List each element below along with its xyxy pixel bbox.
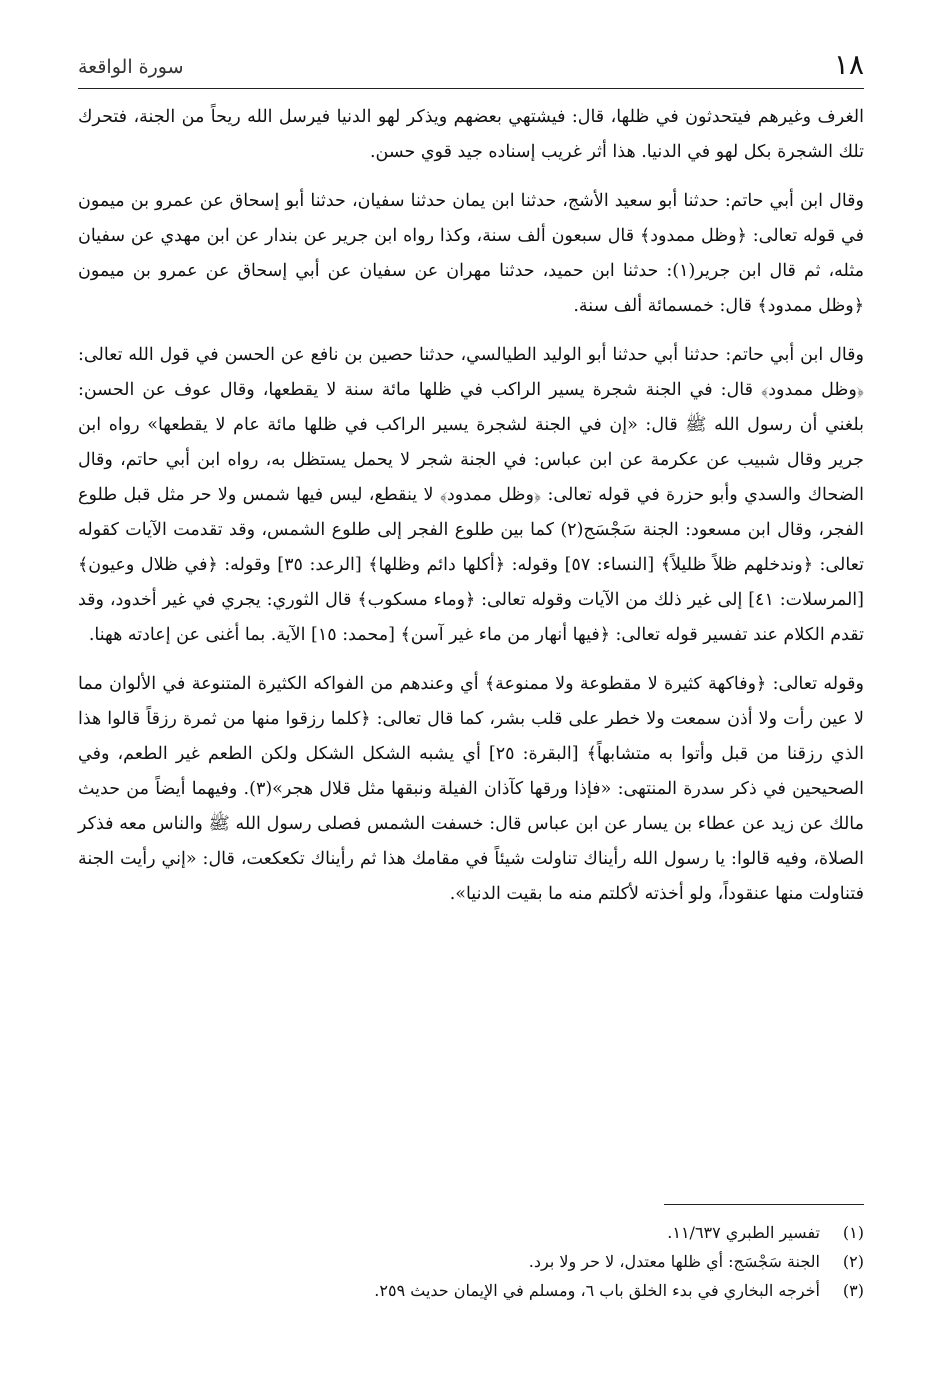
page-header <box>78 44 864 89</box>
footnote-number: (٣) <box>842 1281 864 1300</box>
footnote-number: (١) <box>842 1223 864 1242</box>
surah-title: سورة الواقعة <box>78 56 184 78</box>
footnote-text: تفسير الطبري ١١/٦٣٧. <box>667 1223 820 1242</box>
footnote <box>78 1218 864 1247</box>
footnotes <box>78 1218 864 1305</box>
footnote <box>78 1247 864 1276</box>
footnote-text: الجنة سَجْسَج: أي ظلها معتدل، لا حر ولا برد. <box>528 1252 820 1271</box>
main-text <box>78 100 864 926</box>
footnote <box>78 1276 864 1305</box>
paragraph: وقوله تعالى: ﴿وفاكهة كثيرة لا مقطوعة ولا ممنوعة﴾ أي وعندهم من الفواكه الكثيرة المتنوعة في الألوان مما لا عين رأت ولا أذن سمعت ولا خطر على قلب بشر، كما قال تعالى: ﴿كلما رزقوا منها من ثمرة رزقاً قالوا هذا الذي رزقنا من قبل وأتوا به متشابهاً﴾ [البقرة: ٢٥] أي يشبه الشكل الشكل ولكن الطعم غير الطعم، وفي الصحيحين في ذكر سدرة المنتهى: «فإذا ورقها كآذان الفيلة ونبقها مثل قلال هجر»(٣). وفيهما أيضاً من حديث مالك عن زيد عن عطاء بن يسار عن ابن عباس قال: خسفت الشمس فصلى رسول الله ﷺ والناس معه فذكر الصلاة، وفيه قالوا: يا رسول الله رأيناك تناولت شيئاً في مقامك هذا ثم رأيناك تكعكعت، قال: «إني رأيت الجنة فتناولت منها عنقوداً، ولو أخذته لأكلتم منه ما بقيت الدنيا». <box>78 674 864 904</box>
paragraph: الغرف وغيرهم فيتحدثون في ظلها، قال: فيشتهي بعضهم ويذكر لهو الدنيا فيرسل الله ريحاً من الجنة، فتحرك تلك الشجرة بكل لهو في الدنيا. هذا أثر غريب إسناده جيد قوي حسن. <box>78 107 864 162</box>
footnote-text: أخرجه البخاري في بدء الخلق باب ٦، ومسلم في الإيمان حديث ٢٥٩. <box>374 1281 820 1300</box>
footnote-divider <box>664 1204 864 1205</box>
paragraph: وقال ابن أبي حاتم: حدثنا أبو سعيد الأشج، حدثنا ابن يمان حدثنا سفيان، حدثنا أبو إسحاق عن عمرو بن ميمون في قوله تعالى: ﴿وظل ممدود﴾ قال سبعون ألف سنة، وكذا رواه ابن جرير عن بندار عن ابن مهدي عن سفيان مثله، ثم قال ابن جرير(١): حدثنا ابن حميد، حدثنا مهران عن سفيان عن أبي إسحاق عن عمرو بن ميمون ﴿وظل ممدود﴾ قال: خمسمائة ألف سنة. <box>78 191 864 316</box>
page-number: ١٨ <box>833 48 864 81</box>
paragraph: وقال ابن أبي حاتم: حدثنا أبي حدثنا أبو الوليد الطيالسي، حدثنا حصين بن نافع عن الحسن في قول الله تعالى: ﴿وظل ممدود﴾ قال: في الجنة شجرة يسير الراكب في ظلها مائة سنة لا يقطعها، وقال عوف عن الحسن: بلغني أن رسول الله ﷺ قال: «إن في الجنة لشجرة يسير الراكب في ظلها مائة عام لا يقطعها» رواه ابن جرير وقال شبيب عن عكرمة عن ابن عباس: في الجنة شجر لا يحمل يستظل به، رواه ابن أبي حاتم، وقال الضحاك والسدي وأبو حزرة في قوله تعالى: ﴿وظل ممدود﴾ لا ينقطع، ليس فيها شمس ولا حر مثل قبل طلوع الفجر، وقال ابن مسعود: الجنة سَجْسَج(٢) كما بين طلوع الفجر إلى طلوع الشمس، وقد تقدمت الآيات كقوله تعالى: ﴿وندخلهم ظلاً ظليلاً﴾ [النساء: ٥٧] وقوله: ﴿أكلها دائم وظلها﴾ [الرعد: ٣٥] وقوله: ﴿في ظلال وعيون﴾ [المرسلات: ٤١] إلى غير ذلك من الآيات وقوله تعالى: ﴿وماء مسكوب﴾ قال الثوري: يجري في غير أخدود، وقد تقدم الكلام عند تفسير قوله تعالى: ﴿فيها أنهار من ماء غير آسن﴾ [محمد: ١٥] الآية. بما أغنى عن إعادته ههنا. <box>78 345 864 645</box>
footnote-number: (٢) <box>842 1252 864 1271</box>
